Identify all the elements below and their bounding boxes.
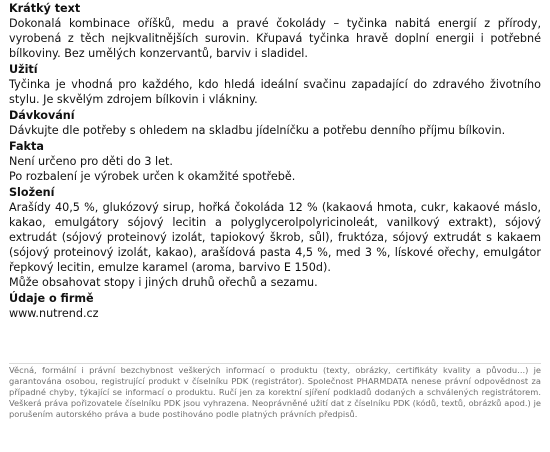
section-body xyxy=(9,16,541,61)
section-ingredients xyxy=(9,184,541,290)
section-title: Složení xyxy=(9,186,55,199)
section-title: Krátký text xyxy=(9,2,81,15)
paragraph: Po rozbalení je výrobek určen k okamžité spotřebě. xyxy=(9,170,296,183)
section-title: Fakta xyxy=(9,140,44,153)
paragraph: Tyčinka je vhodná pro každého, kdo hledá ideální svačinu zapadající do zdravého životního stylu. Je skvělým zdrojem bílkovin i vlákniny. xyxy=(9,78,541,106)
section-title: Údaje o firmě xyxy=(9,292,94,305)
section-company xyxy=(9,290,541,321)
disclaimer: Věcná, formální i právní bezchybnost veškerých informací o produktu (texty, obrázky, certifikáty kvality a původu...) je garantována osobou, registrující produkt v číselníku PDK (registrátor). Společnost PHARMDATA nenese právní odpovědnost za případné chyby, týkající se informací o produktu. Ručí jen za korektní sjíření podkladů dodaných a schválených registrátorem. Veškerá práva pořizovatele číselníku PDK jsou vyhrazena. Neoprávněné užití dat z číselníku PDK (kódů, textů, obrázků apod.) je porušením autorského práva a bude postihováno podle platných právních předpisů. xyxy=(9,365,541,419)
section-body xyxy=(9,123,541,138)
section-facts xyxy=(9,138,541,184)
section-short-text xyxy=(9,0,541,61)
company-website-link[interactable]: www.nutrend.cz xyxy=(9,307,99,320)
section-title: Užití xyxy=(9,63,38,76)
section-body xyxy=(9,154,541,184)
product-info xyxy=(9,0,541,321)
section-title: Dávkování xyxy=(9,109,75,122)
paragraph: Může obsahovat stopy i jiných druhů ořechů a sezamu. xyxy=(9,276,318,289)
paragraph: Dávkujte dle potřeby s ohledem na skladbu jídelníčku a potřebu denního příjmu bílkovin. xyxy=(9,124,506,137)
paragraph: Dokonalá kombinace oříšků, medu a pravé čokolády – tyčinka nabitá energií z přírody, vyrobená z těch nejkvalitnějších surovin. Křupavá tyčinka hravě doplní energii i potřebné bílkoviny. Bez umělých konzervantů, barviv i sladidel. xyxy=(9,17,541,60)
paragraph: Arašídy 40,5 %, glukózový sirup, hořká čokoláda 12 % (kakaová hmota, cukr, kakaové máslo, kakao, emulgátory sójový lecitin a polyglycerolpolyricinoleát, vanilkový extrakt), sójový extrudát (sójový proteinový izolát, tapiokový škrob, sůl), fruktóza, sójový extrudát s kakaem (sójový proteinový izolát, kakao), arašídová pasta 4,5 %, med 3 %, lískové ořechy, emulgátor řepkový lecitin, emulze karamel (aroma, barvivo E 150d). xyxy=(9,201,541,274)
section-body xyxy=(9,200,541,290)
section-dosage xyxy=(9,107,541,138)
section-usage xyxy=(9,61,541,107)
section-body xyxy=(9,77,541,107)
section-body xyxy=(9,306,541,321)
paragraph: Není určeno pro děti do 3 let. xyxy=(9,155,173,168)
